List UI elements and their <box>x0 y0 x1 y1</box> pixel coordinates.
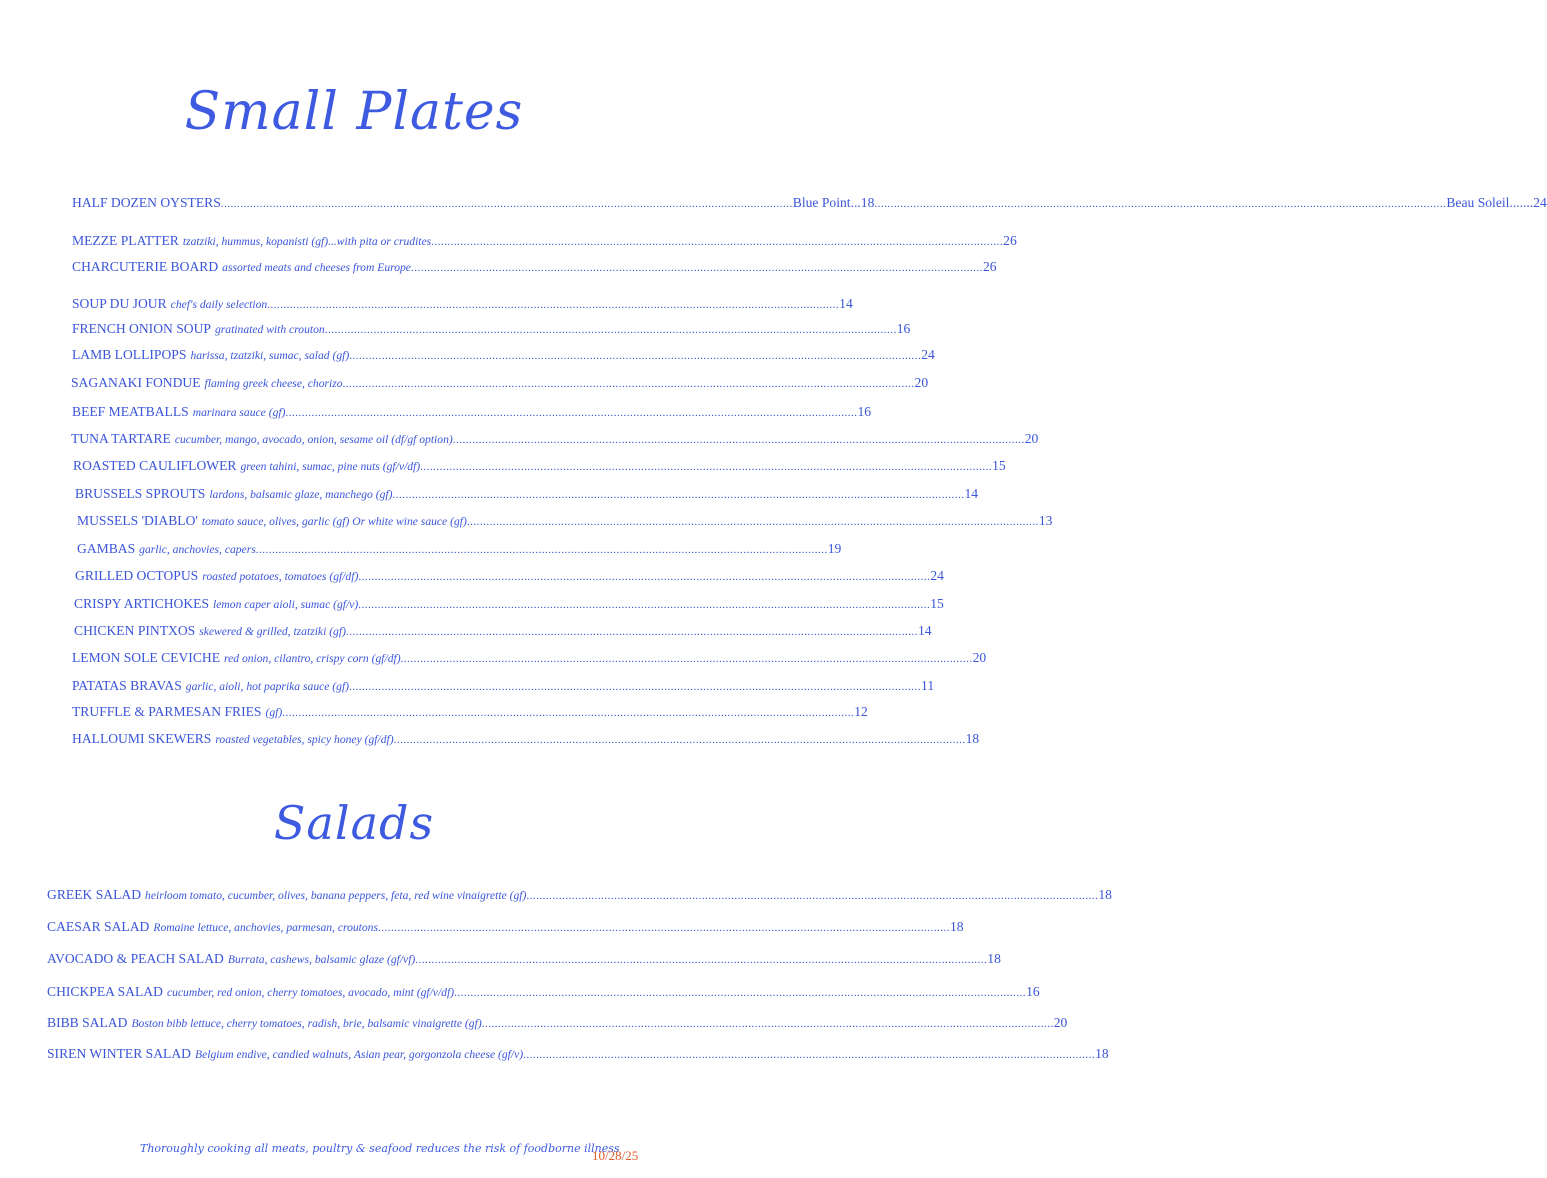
item-price: 18 <box>987 951 1001 966</box>
dot-leader <box>358 596 930 614</box>
dot-leader <box>267 296 839 314</box>
dot-leader <box>411 259 983 277</box>
item-price: 26 <box>1003 233 1017 248</box>
item-price: 18 <box>950 919 964 934</box>
dot-leader <box>874 195 1446 213</box>
dot-leader <box>523 1046 1095 1064</box>
small-plates-heading: Small Plates <box>184 82 524 142</box>
menu-item <box>77 512 1053 530</box>
item-price: 14 <box>917 623 932 638</box>
menu-item <box>72 295 853 313</box>
item-price: 14 <box>839 296 853 311</box>
menu-item <box>47 918 964 936</box>
oyster-option-1: Blue Point <box>792 195 851 210</box>
item-price: 11 <box>921 678 935 693</box>
item-price: 16 <box>1026 984 1040 999</box>
item-price: 16 <box>896 321 911 336</box>
item-name: CHARCUTERIE BOARD <box>72 259 219 274</box>
item-description: harissa, tzatziki, sumac, salad (gf) <box>190 349 350 362</box>
item-description: tzatziki, hummus, kopanisti (gf)...with pita or crudites <box>182 235 432 248</box>
item-price: 24 <box>921 347 935 362</box>
dot-leader <box>420 458 992 476</box>
item-price: 18 <box>1095 1046 1109 1061</box>
item-name: LEMON SOLE CEVICHE <box>72 650 221 665</box>
item-price: 18 <box>965 731 980 746</box>
item-description: Romaine lettuce, anchovies, parmesan, croutons <box>153 921 378 934</box>
menu-item <box>77 540 842 558</box>
menu-item <box>47 983 1040 1001</box>
item-name: BRUSSELS SPROUTS <box>75 486 206 501</box>
menu-date: 10/28/25 <box>592 1148 639 1163</box>
item-name: ROASTED CAULIFLOWER <box>73 458 237 473</box>
item-name: CAESAR SALAD <box>47 919 150 934</box>
item-name: PATATAS BRAVAS <box>72 678 182 693</box>
menu-item <box>47 950 1001 968</box>
menu-item <box>72 258 997 276</box>
item-price: 19 <box>827 541 842 556</box>
dot-leader <box>453 431 1025 449</box>
item-description: heirloom tomato, cucumber, olives, banana peppers, feta, red wine vinaigrette (gf) <box>145 889 527 902</box>
item-price: 13 <box>1038 513 1053 528</box>
menu-item <box>72 649 987 667</box>
dot-leader <box>282 704 854 722</box>
item-name: MUSSELS 'DIABLO' <box>77 513 198 528</box>
menu-item <box>72 730 980 748</box>
dot-leader <box>325 321 897 339</box>
item-name: CHICKEN PINTXOS <box>74 623 196 638</box>
menu-item <box>75 567 944 585</box>
item-name: GREEK SALAD <box>47 887 142 902</box>
item-price: 20 <box>914 375 929 390</box>
item-description: chef's daily selection <box>170 298 268 311</box>
item-name: GAMBAS <box>77 541 136 556</box>
dot-leader <box>285 404 857 422</box>
dot-leader <box>349 678 921 696</box>
item-description: marinara sauce (gf) <box>192 406 286 419</box>
dot-leader <box>454 984 1026 1002</box>
item-description: lemon caper aioli, sumac (gf/v) <box>213 598 359 611</box>
item-name: FRENCH ONION SOUP <box>72 321 211 336</box>
item-price: 20 <box>1024 431 1039 446</box>
item-name: SAGANAKI FONDUE <box>71 375 201 390</box>
item-description: flaming greek cheese, chorizo <box>204 377 343 390</box>
item-description: assorted meats and cheeses from Europe <box>222 261 411 274</box>
dot-leader <box>394 731 966 749</box>
item-price: 14 <box>964 486 979 501</box>
menu-item <box>47 886 1112 904</box>
dot-leader <box>346 623 918 641</box>
dot-leader: ... <box>850 195 861 210</box>
menu-item <box>72 320 911 338</box>
dot-leader <box>343 375 915 393</box>
item-name: TUNA TARTARE <box>71 431 171 446</box>
oyster-price-1: 18 <box>860 195 875 210</box>
item-description: roasted potatoes, tomatoes (gf/df) <box>202 570 359 583</box>
menu-item <box>71 374 929 392</box>
item-description: (gf) <box>265 706 283 719</box>
item-name: BEEF MEATBALLS <box>72 404 189 419</box>
menu-item <box>72 677 935 695</box>
menu-item <box>73 457 1006 475</box>
menu-item <box>72 403 872 421</box>
item-description: tomato sauce, olives, garlic (gf) Or white wine sauce (gf) <box>201 515 467 528</box>
item-price: 15 <box>930 596 944 611</box>
item-description: gratinated with crouton <box>214 323 325 336</box>
menu-item <box>72 703 868 721</box>
item-description: Belgium endive, candied walnuts, Asian pear, gorgonzola cheese (gf/v) <box>195 1048 524 1061</box>
item-name: CHICKPEA SALAD <box>47 984 163 999</box>
item-name: SOUP DU JOUR <box>72 296 167 311</box>
food-safety-note: Thoroughly cooking all meats, poultry & seafood reduces the risk of foodborne illness <box>140 1142 620 1155</box>
oyster-price-2: 24 <box>1533 195 1547 210</box>
item-price: 20 <box>972 650 987 665</box>
dot-leader <box>401 650 973 668</box>
item-price: 20 <box>1053 1015 1068 1030</box>
dot-leader <box>349 347 921 365</box>
menu-item <box>72 232 1017 250</box>
item-name: TRUFFLE & PARMESAN FRIES <box>72 704 262 719</box>
item-name: SIREN WINTER SALAD <box>47 1046 191 1061</box>
item-description: lardons, balsamic glaze, manchego (gf) <box>209 488 393 501</box>
item-name: HALF DOZEN OYSTERS <box>72 195 221 210</box>
dot-leader: ....... <box>1509 195 1534 210</box>
item-description: green tahini, sumac, pine nuts (gf/v/df) <box>240 460 421 473</box>
item-description: garlic, anchovies, capers <box>139 543 256 556</box>
menu-item <box>47 1045 1109 1063</box>
item-price: 12 <box>854 704 868 719</box>
item-name: BIBB SALAD <box>47 1015 128 1030</box>
item-price: 18 <box>1098 887 1112 902</box>
dot-leader <box>392 486 964 504</box>
item-description: skewered & grilled, tzatziki (gf) <box>199 625 346 638</box>
menu-item <box>47 1014 1068 1032</box>
item-price: 24 <box>930 568 944 583</box>
menu-item-oysters <box>72 194 1547 212</box>
dot-leader <box>482 1015 1054 1033</box>
item-description: red onion, cilantro, crispy corn (gf/df) <box>224 652 401 665</box>
menu-item <box>71 430 1039 448</box>
salads-heading: Salads <box>273 796 435 850</box>
item-description: cucumber, red onion, cherry tomatoes, avocado, mint (gf/v/df) <box>166 986 455 999</box>
dot-leader <box>526 887 1098 905</box>
dot-leader <box>221 195 793 213</box>
item-name: CRISPY ARTICHOKES <box>74 596 210 611</box>
dot-leader <box>467 513 1039 531</box>
item-name: LAMB LOLLIPOPS <box>72 347 187 362</box>
item-name: MEZZE PLATTER <box>72 233 179 248</box>
item-name: AVOCADO & PEACH SALAD <box>47 951 224 966</box>
item-description: Boston bibb lettuce, cherry tomatoes, radish, brie, balsamic vinaigrette (gf) <box>131 1017 482 1030</box>
item-price: 16 <box>857 404 872 419</box>
menu-item <box>74 622 932 640</box>
dot-leader <box>415 951 987 969</box>
item-description: roasted vegetables, spicy honey (gf/df) <box>215 733 394 746</box>
dot-leader <box>256 541 828 559</box>
menu-item <box>74 595 944 613</box>
dot-leader <box>358 568 930 586</box>
item-price: 26 <box>982 259 997 274</box>
menu-item <box>72 346 935 364</box>
item-description: Burrata, cashews, balsamic glaze (gf/vf) <box>227 953 416 966</box>
dot-leader <box>431 233 1003 251</box>
item-price: 15 <box>992 458 1006 473</box>
item-description: garlic, aioli, hot paprika sauce (gf) <box>185 680 350 693</box>
menu-item <box>75 485 979 503</box>
dot-leader <box>378 919 950 937</box>
item-description: cucumber, mango, avocado, onion, sesame oil (df/gf option) <box>174 433 453 446</box>
oyster-option-2: Beau Soleil <box>1446 195 1510 210</box>
item-name: HALLOUMI SKEWERS <box>72 731 212 746</box>
item-name: GRILLED OCTOPUS <box>75 568 199 583</box>
